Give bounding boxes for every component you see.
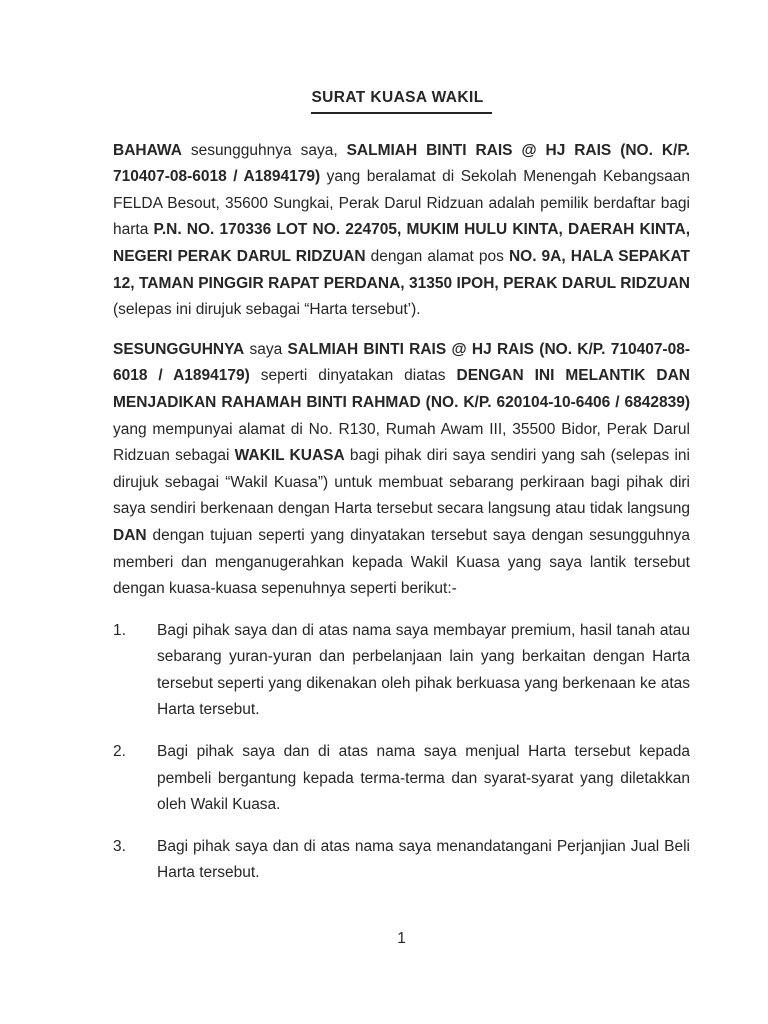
text-run: saya xyxy=(244,340,288,358)
list-item-number: 3. xyxy=(113,837,126,855)
text-run: DENGAN INI MELANTIK DAN MENJADIKAN RAHAMAH BINTI RAHMAD (NO. K/P. 620104-10-6406 / 6842839) xyxy=(113,367,690,411)
text-run: yang mempunyai alamat di No. R130, Rumah Awam III, 35500 Bidor, Perak Darul Ridzuan sebagai xyxy=(113,420,690,465)
list-item xyxy=(113,739,690,819)
text-run: (selepas ini dirujuk sebagai “Harta tersebut’). xyxy=(113,301,421,319)
list-item-text xyxy=(157,739,690,819)
text-run: bagi pihak diri saya sendiri yang sah (selepas ini dirujuk sebagai “Wakil Kuasa”) untuk membuat sebarang perkiraan bagi pihak diri saya sendiri berkenaan dengan Harta tersebut secara langsung atau tidak langsung xyxy=(113,447,690,518)
text-run: Bagi pihak saya dan di atas nama saya menandatangani Perjanjian Jual Beli Harta tersebut. xyxy=(157,837,690,882)
document-title xyxy=(113,85,690,114)
text-run: dengan tujuan seperti yang dinyatakan tersebut saya dengan sesungguhnya memberi dan menganugerahkan kepada Wakil Kuasa yang saya lantik tersebut dengan kuasa-kuasa sepenuhnya seperti berikut:- xyxy=(113,526,690,598)
document-title-text: SURAT KUASA WAKIL xyxy=(311,85,491,114)
text-run: sesungguhnya saya, xyxy=(181,141,347,159)
list-item xyxy=(113,618,690,724)
list-item-number: 1. xyxy=(113,621,126,639)
text-run: Bagi pihak saya dan di atas nama saya menjual Harta tersebut kepada pembeli bergantung kepada terma-terma dan syarat-syarat yang diletakkan oleh Wakil Kuasa. xyxy=(157,743,690,814)
document-paragraph xyxy=(113,337,690,603)
text-run: yang beralamat di Sekolah Menengah Kebangsaan FELDA Besout, 35600 Sungkai, Perak Darul Ridzuan adalah pemilik berdaftar bagi harta xyxy=(113,168,690,239)
list-item-text xyxy=(157,618,690,724)
document-content xyxy=(113,85,690,887)
text-run: Bagi pihak saya dan di atas nama saya membayar premium, hasil tanah atau sebarang yuran-yuran dan perbelanjaan lain yang berkaitan dengan Harta tersebut seperti yang dikenakan oleh pihak berkuasa yang berkenaan ke atas Harta tersebut. xyxy=(157,621,690,719)
text-run: P.N. NO. 170336 LOT NO. 224705, MUKIM HULU KINTA, DAERAH KINTA, NEGERI PERAK DARUL RIDZUAN xyxy=(113,221,690,265)
document-body xyxy=(113,138,690,887)
text-run: SESUNGGUHNYA xyxy=(113,340,245,358)
document-paragraph xyxy=(113,138,690,324)
text-run: NO. 9A, HALA SEPAKAT 12, TAMAN PINGGIR RAPAT PERDANA, 31350 IPOH, PERAK DARUL RIDZUAN xyxy=(113,247,690,292)
text-run: SALMIAH BINTI RAIS @ HJ RAIS (NO. K/P. 710407-08-6018 / A1894179) xyxy=(113,340,690,385)
text-run: SALMIAH BINTI RAIS @ HJ RAIS (NO. K/P. 710407-08-6018 / A1894179) xyxy=(113,141,690,186)
text-run: dengan alamat pos xyxy=(365,247,509,265)
list-item-text xyxy=(157,834,690,887)
list-item xyxy=(113,834,690,887)
page-number: 1 xyxy=(397,930,406,947)
text-run: BAHAWA xyxy=(113,141,182,159)
text-run: seperti dinyatakan diatas xyxy=(249,367,457,385)
text-run: WAKIL KUASA xyxy=(234,447,345,465)
list-item-number: 2. xyxy=(113,743,126,761)
text-run: DAN xyxy=(113,526,147,544)
